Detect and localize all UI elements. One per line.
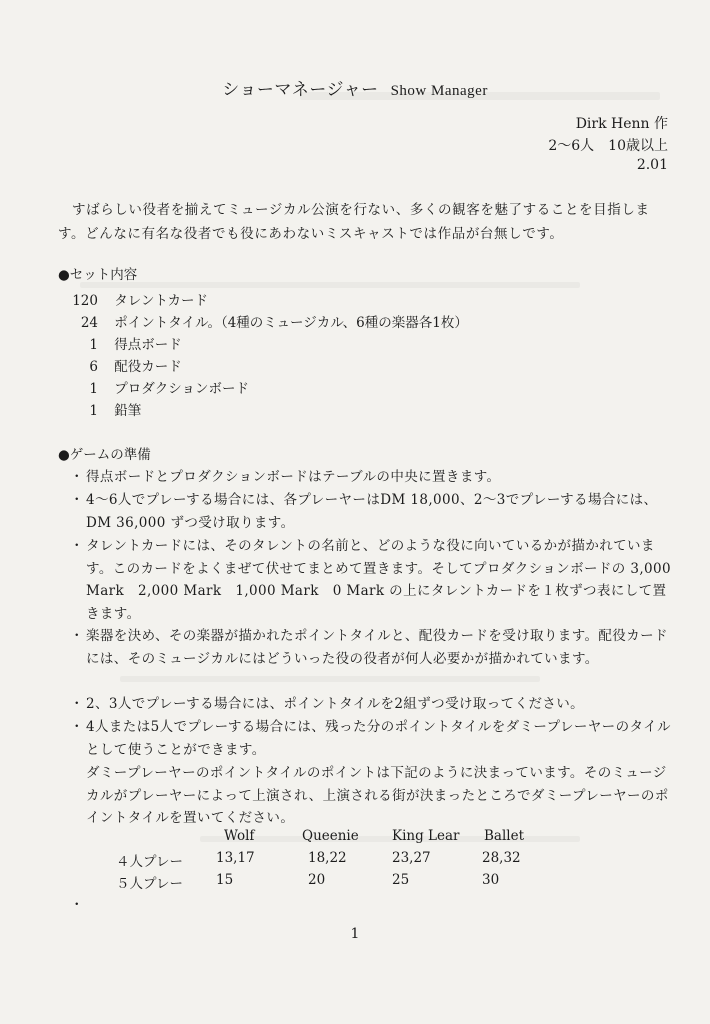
component-quantity: 1 [89, 403, 98, 419]
row-label: ４人プレー [116, 854, 183, 870]
table-cell: 18,22 [308, 850, 347, 866]
table-cell: 23,27 [392, 850, 431, 866]
setup-bullet-text: 4人または5人でプレーする場合には、残った分のポイントタイルをダミープレーヤーのタイルとして使うことができます。 [86, 719, 671, 758]
table-cell: 13,17 [216, 850, 255, 866]
bullet-mark: ・ [70, 719, 84, 735]
title-japanese: ショーマネージャー [222, 80, 379, 100]
dummy-player-note: ダミープレーヤーのポイントタイルのポイントは下記のように決まっています。そのミュージカルがプレーヤーによって上演され、上演される街が決まったところでダミープレーヤーのポイントタイルを置いてください。 [86, 765, 669, 826]
setup-bullet [70, 625, 676, 670]
table-cell: 28,32 [482, 850, 521, 866]
component-row [58, 311, 468, 333]
component-name: プロダクションボード [114, 381, 250, 397]
component-name: 鉛筆 [114, 403, 142, 419]
bullet-mark: ・ [70, 538, 84, 554]
component-row [58, 355, 182, 377]
column-header: King Lear [392, 828, 460, 844]
setup-bullet [70, 716, 676, 761]
player-count-age: 2～6人 10歳以上 [548, 138, 668, 154]
bullet-mark: ・ [70, 696, 84, 712]
title-english: Show Manager [390, 83, 488, 99]
component-quantity: 24 [80, 315, 98, 331]
component-row [58, 399, 141, 421]
component-name: 得点ボード [114, 337, 182, 353]
setup-bullet-text: 2、3人でプレーする場合には、ポイントタイルを2組ずつ受け取ってください。 [86, 696, 585, 712]
setup-bullet [70, 466, 676, 489]
intro-paragraph: すばらしい役者を揃えてミュージカル公演を行ない、多くの観客を魅了することを目指します。どんなに有名な役者でも役にあわないミスキャストでは作品が台無しです。 [58, 202, 650, 242]
page-number: 1 [350, 926, 360, 942]
table-cell: 25 [392, 872, 410, 888]
row-label: ５人プレー [116, 876, 183, 892]
document-title [0, 75, 710, 100]
column-header: Queenie [302, 828, 359, 844]
setup-bullet [70, 535, 676, 625]
table-cell: 30 [482, 872, 500, 888]
column-header: Ballet [484, 828, 525, 844]
component-name: 配役カード [114, 359, 182, 375]
component-row [58, 377, 249, 399]
component-quantity: 120 [72, 293, 98, 309]
setup-bullet-text: 楽器を決め、その楽器が描かれたポイントタイルと、配役カードを受け取ります。配役カードには、そのミュージカルにはどういった役の役者が何人必要かが描かれています。 [86, 628, 668, 667]
setup-bullet-text: 得点ボードとプロダクションボードはテーブルの中央に置きます。 [86, 469, 501, 485]
bullet-mark: ・ [70, 469, 84, 485]
bullet-mark: ・ [70, 628, 84, 644]
setup-bullet [70, 489, 676, 534]
component-quantity: 6 [89, 359, 98, 375]
component-row [58, 333, 182, 355]
setup-bullet-text: 4～6人でプレーする場合には、各プレーヤーはDM 18,000、2～3でプレーする場合には、DM 36,000 ずつ受け取ります。 [86, 492, 658, 531]
setup-bullet [70, 693, 676, 716]
bullet-mark: ・ [70, 492, 84, 508]
component-quantity: 1 [89, 381, 98, 397]
table-cell: 15 [216, 872, 234, 888]
component-row [58, 289, 208, 311]
author-credit: Dirk Henn 作 [575, 116, 668, 132]
empty-bullet: ・ [70, 897, 84, 913]
setup-bullet-text: タレントカードには、そのタレントの名前と、どのような役に向いているかが描かれています。このカードをよくまぜて伏せてまとめて置きます。そしてプロダクションボードの 3,000 Mark 2,000 Mark 1,000 Mark 0 Mark の上にタレントカードを１枚ずつ表にして置きます。 [86, 538, 672, 622]
component-quantity: 1 [89, 337, 98, 353]
components-heading: ●セット内容 [58, 267, 138, 283]
version-number: 2.01 [636, 157, 668, 173]
setup-heading: ●ゲームの準備 [58, 447, 151, 463]
column-header: Wolf [224, 828, 255, 844]
component-name: タレントカード [114, 293, 209, 309]
component-name: ポイントタイル。（4種のミュージカル、6種の楽器各1枚） [114, 315, 468, 331]
table-cell: 20 [308, 872, 326, 888]
